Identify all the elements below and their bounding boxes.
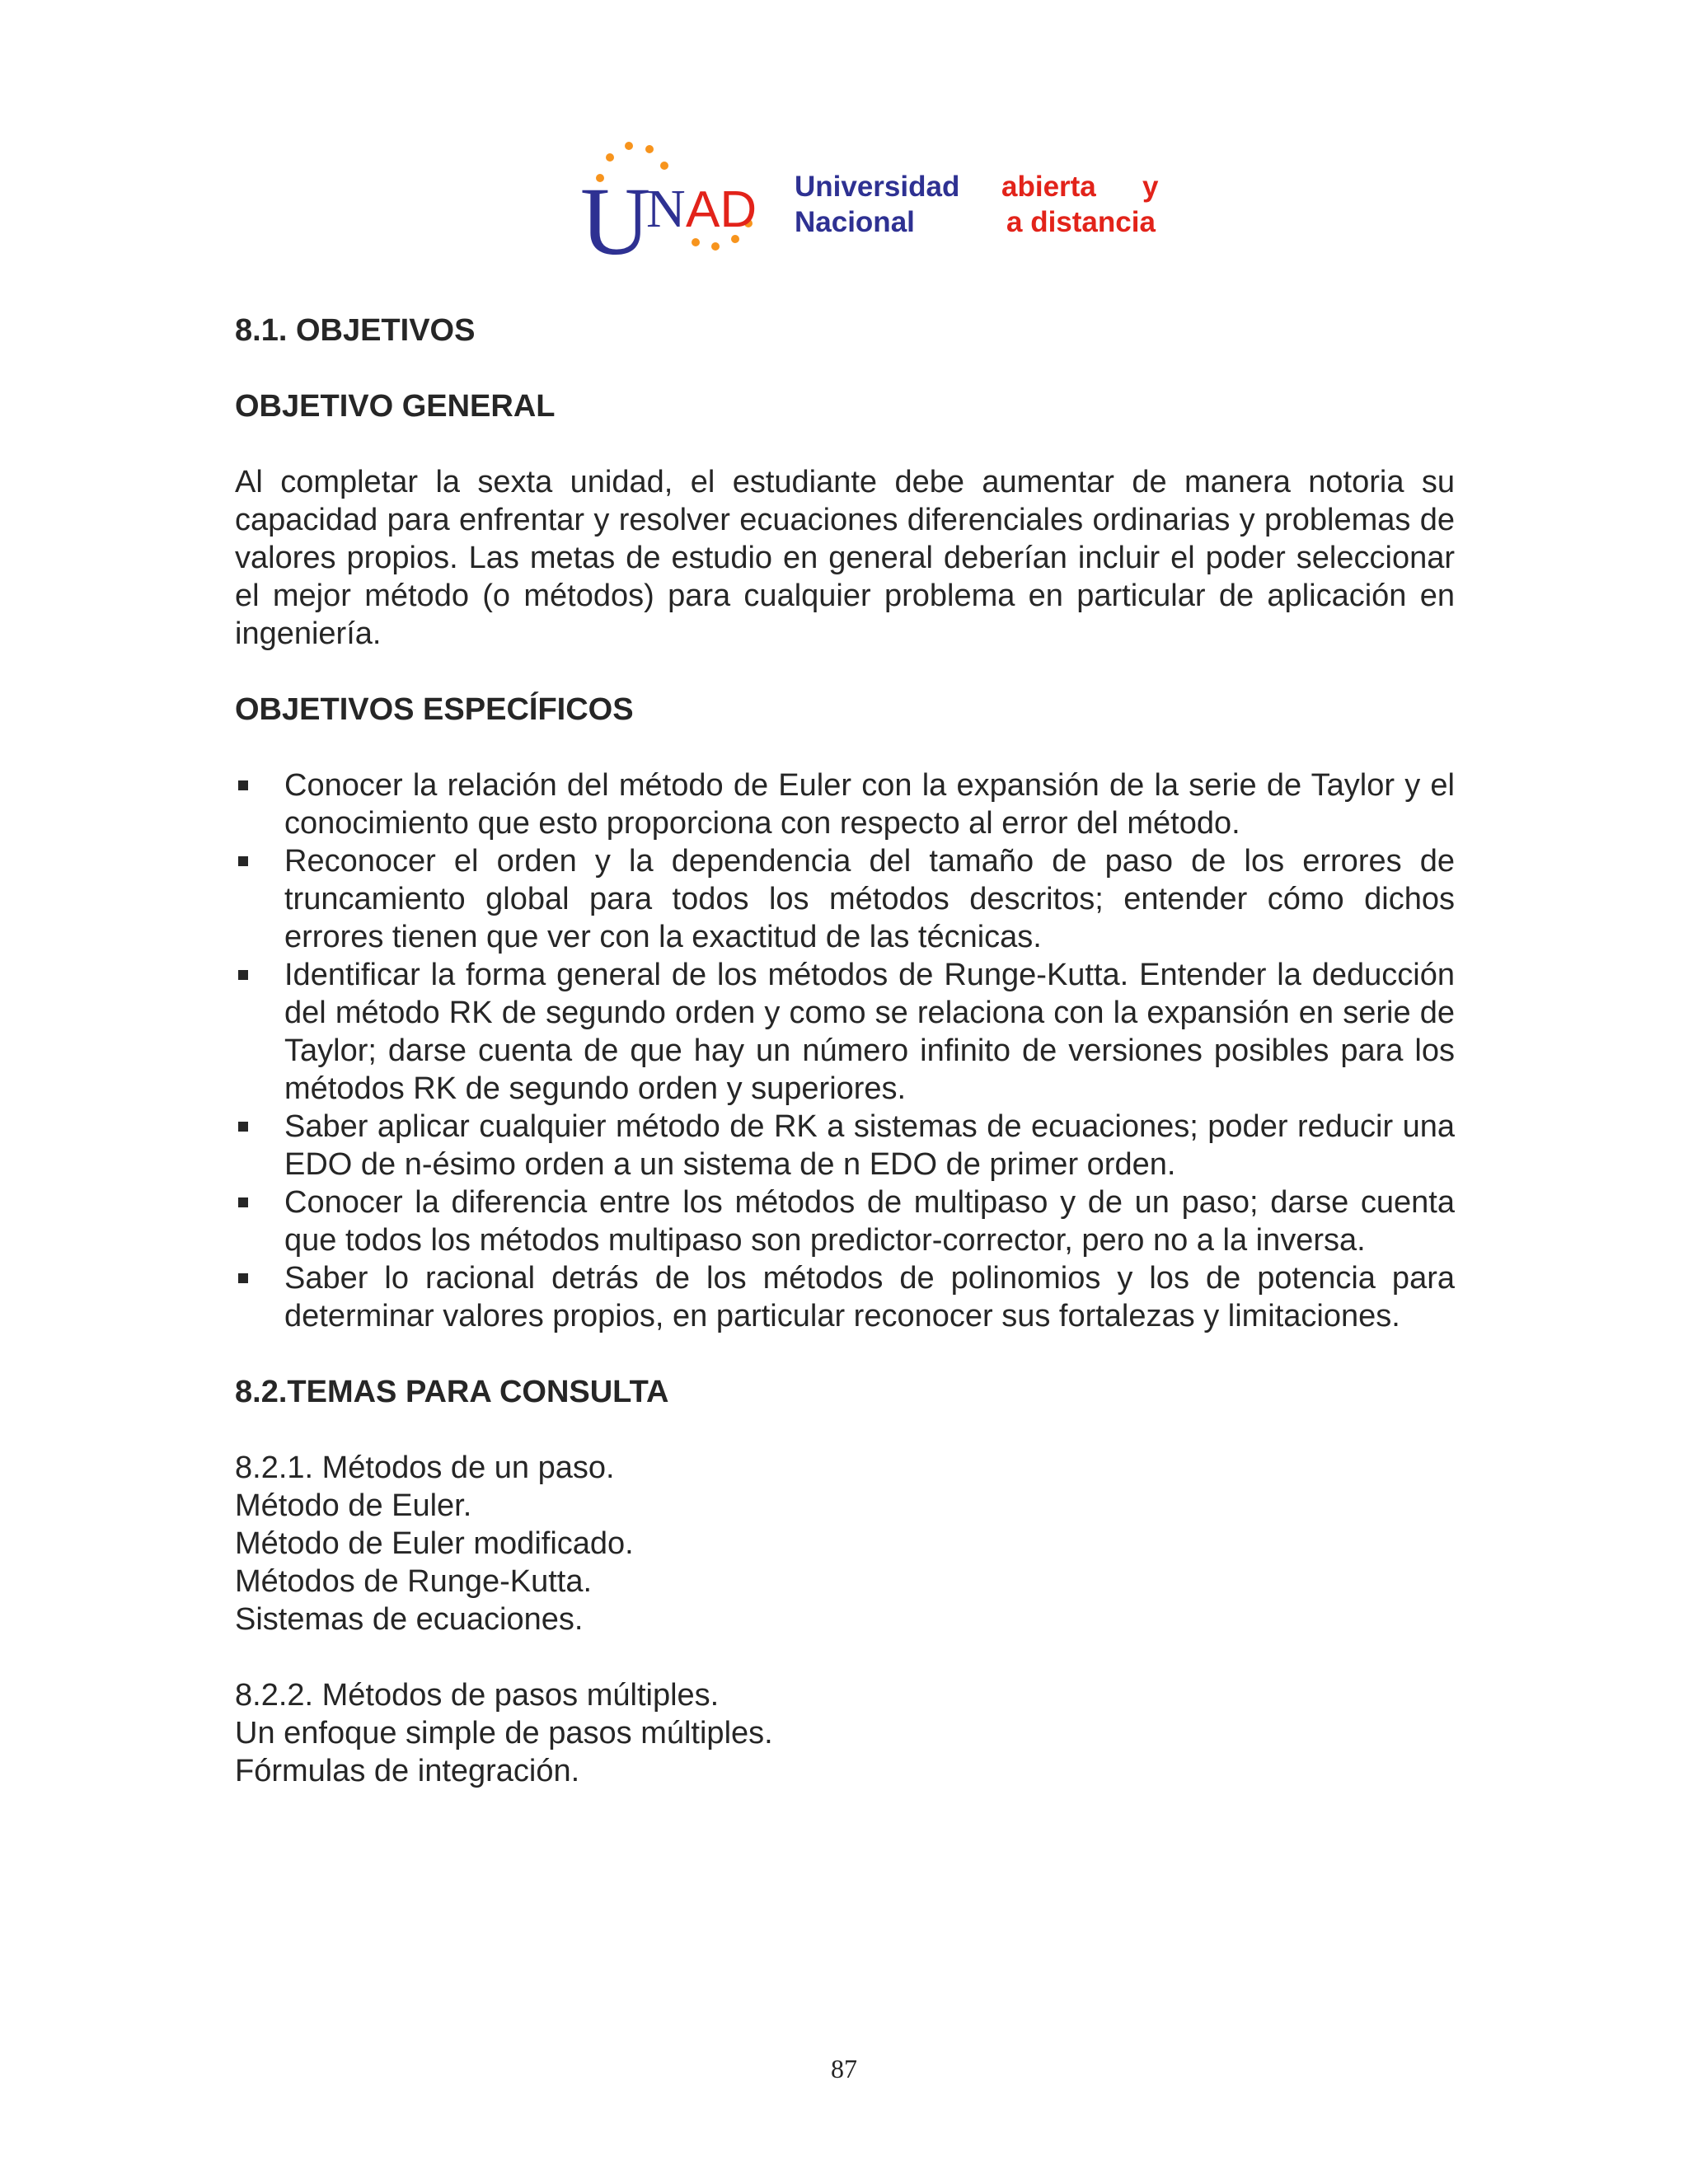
temas-line: Fórmulas de integración.	[235, 1754, 580, 1788]
list-item	[235, 1259, 1455, 1335]
temas-line: Método de Euler.	[235, 1488, 472, 1523]
section-title-temas: 8.2.TEMAS PARA CONSULTA	[235, 1375, 669, 1409]
square-bullet-icon	[238, 1122, 248, 1132]
svg-text:U: U	[580, 167, 651, 262]
list-item	[235, 1183, 1455, 1259]
list-item	[235, 842, 1455, 956]
svg-text:AD: AD	[686, 181, 757, 238]
list-item	[235, 1108, 1455, 1183]
square-bullet-icon	[238, 1197, 248, 1207]
logo-word-abierta: abierta	[1001, 171, 1096, 203]
heading-objetivo-general: OBJETIVO GENERAL	[235, 389, 556, 424]
temas-line: Sistemas de ecuaciones.	[235, 1602, 584, 1637]
section-title-objetivos: 8.1. OBJETIVOS	[235, 313, 476, 348]
unad-logo-mark	[577, 138, 775, 262]
objetivo-general-text: Al completar la sexta unidad, el estudiante debe aumentar de manera notoria su capacidad para enfrentar y resolver ecuaciones diferenciales ordinarias y problemas de valores propios. Las metas de estudio en general deberían incluir el poder seleccionar el mejor método (o métodos) para cualquier problema en particular de aplicación en ingeniería.	[235, 465, 1455, 651]
heading-objetivos-especificos: OBJETIVOS ESPECÍFICOS	[235, 692, 634, 727]
logo-word-a-distancia: a distancia	[1006, 206, 1156, 238]
logo-word-universidad: Universidad	[795, 171, 960, 203]
list-item	[235, 766, 1455, 842]
temas-line: 8.2.2. Métodos de pasos múltiples.	[235, 1678, 720, 1713]
list-item-text: Conocer la relación del método de Euler con la expansión de la serie de Taylor y el conocimiento que esto proporciona con respecto al error del método.	[284, 768, 1455, 841]
square-bullet-icon	[238, 1273, 248, 1283]
temas-line: Un enfoque simple de pasos múltiples.	[235, 1716, 773, 1750]
temas-group-un-paso	[235, 1449, 1455, 1638]
temas-line: Métodos de Runge-Kutta.	[235, 1564, 593, 1599]
list-item-text: Identificar la forma general de los métodos de Runge-Kutta. Entender la deducción del método RK de segundo orden y como se relaciona con la expansión en serie de Taylor; darse cuenta de que hay un número infinito de versiones posibles para los métodos RK de segundo orden y superiores.	[284, 958, 1455, 1106]
svg-text:N: N	[646, 179, 686, 239]
logo-word-nacional: Nacional	[795, 206, 915, 238]
temas-group-pasos-multiples	[235, 1676, 1455, 1790]
unad-logo	[577, 138, 1170, 262]
page-number: 87	[831, 2054, 857, 2083]
main-content	[235, 312, 1455, 1828]
list-item	[235, 956, 1455, 1108]
logo-word-y: y	[1142, 171, 1159, 203]
list-item-text: Reconocer el orden y la dependencia del tamaño de paso de los errores de truncamiento global para todos los métodos descritos; entender cómo dichos errores tienen que ver con la exactitud de las técnicas.	[284, 844, 1455, 954]
list-item-text: Saber lo racional detrás de los métodos de polinomios y los de potencia para determinar valores propios, en particular reconocer sus fortalezas y limitaciones.	[284, 1261, 1455, 1333]
square-bullet-icon	[238, 856, 248, 866]
list-item-text: Conocer la diferencia entre los métodos de multipaso y de un paso; darse cuenta que todos los métodos multipaso son predictor-corrector, pero no a la inversa.	[284, 1185, 1455, 1258]
square-bullet-icon	[238, 780, 248, 790]
square-bullet-icon	[238, 970, 248, 980]
temas-line: Método de Euler modificado.	[235, 1526, 634, 1561]
list-item-text: Saber aplicar cualquier método de RK a sistemas de ecuaciones; poder reducir una EDO de n-ésimo orden a un sistema de n EDO de primer orden.	[284, 1109, 1455, 1182]
temas-line: 8.2.1. Métodos de un paso.	[235, 1451, 615, 1485]
objetivos-especificos-list	[235, 766, 1455, 1335]
